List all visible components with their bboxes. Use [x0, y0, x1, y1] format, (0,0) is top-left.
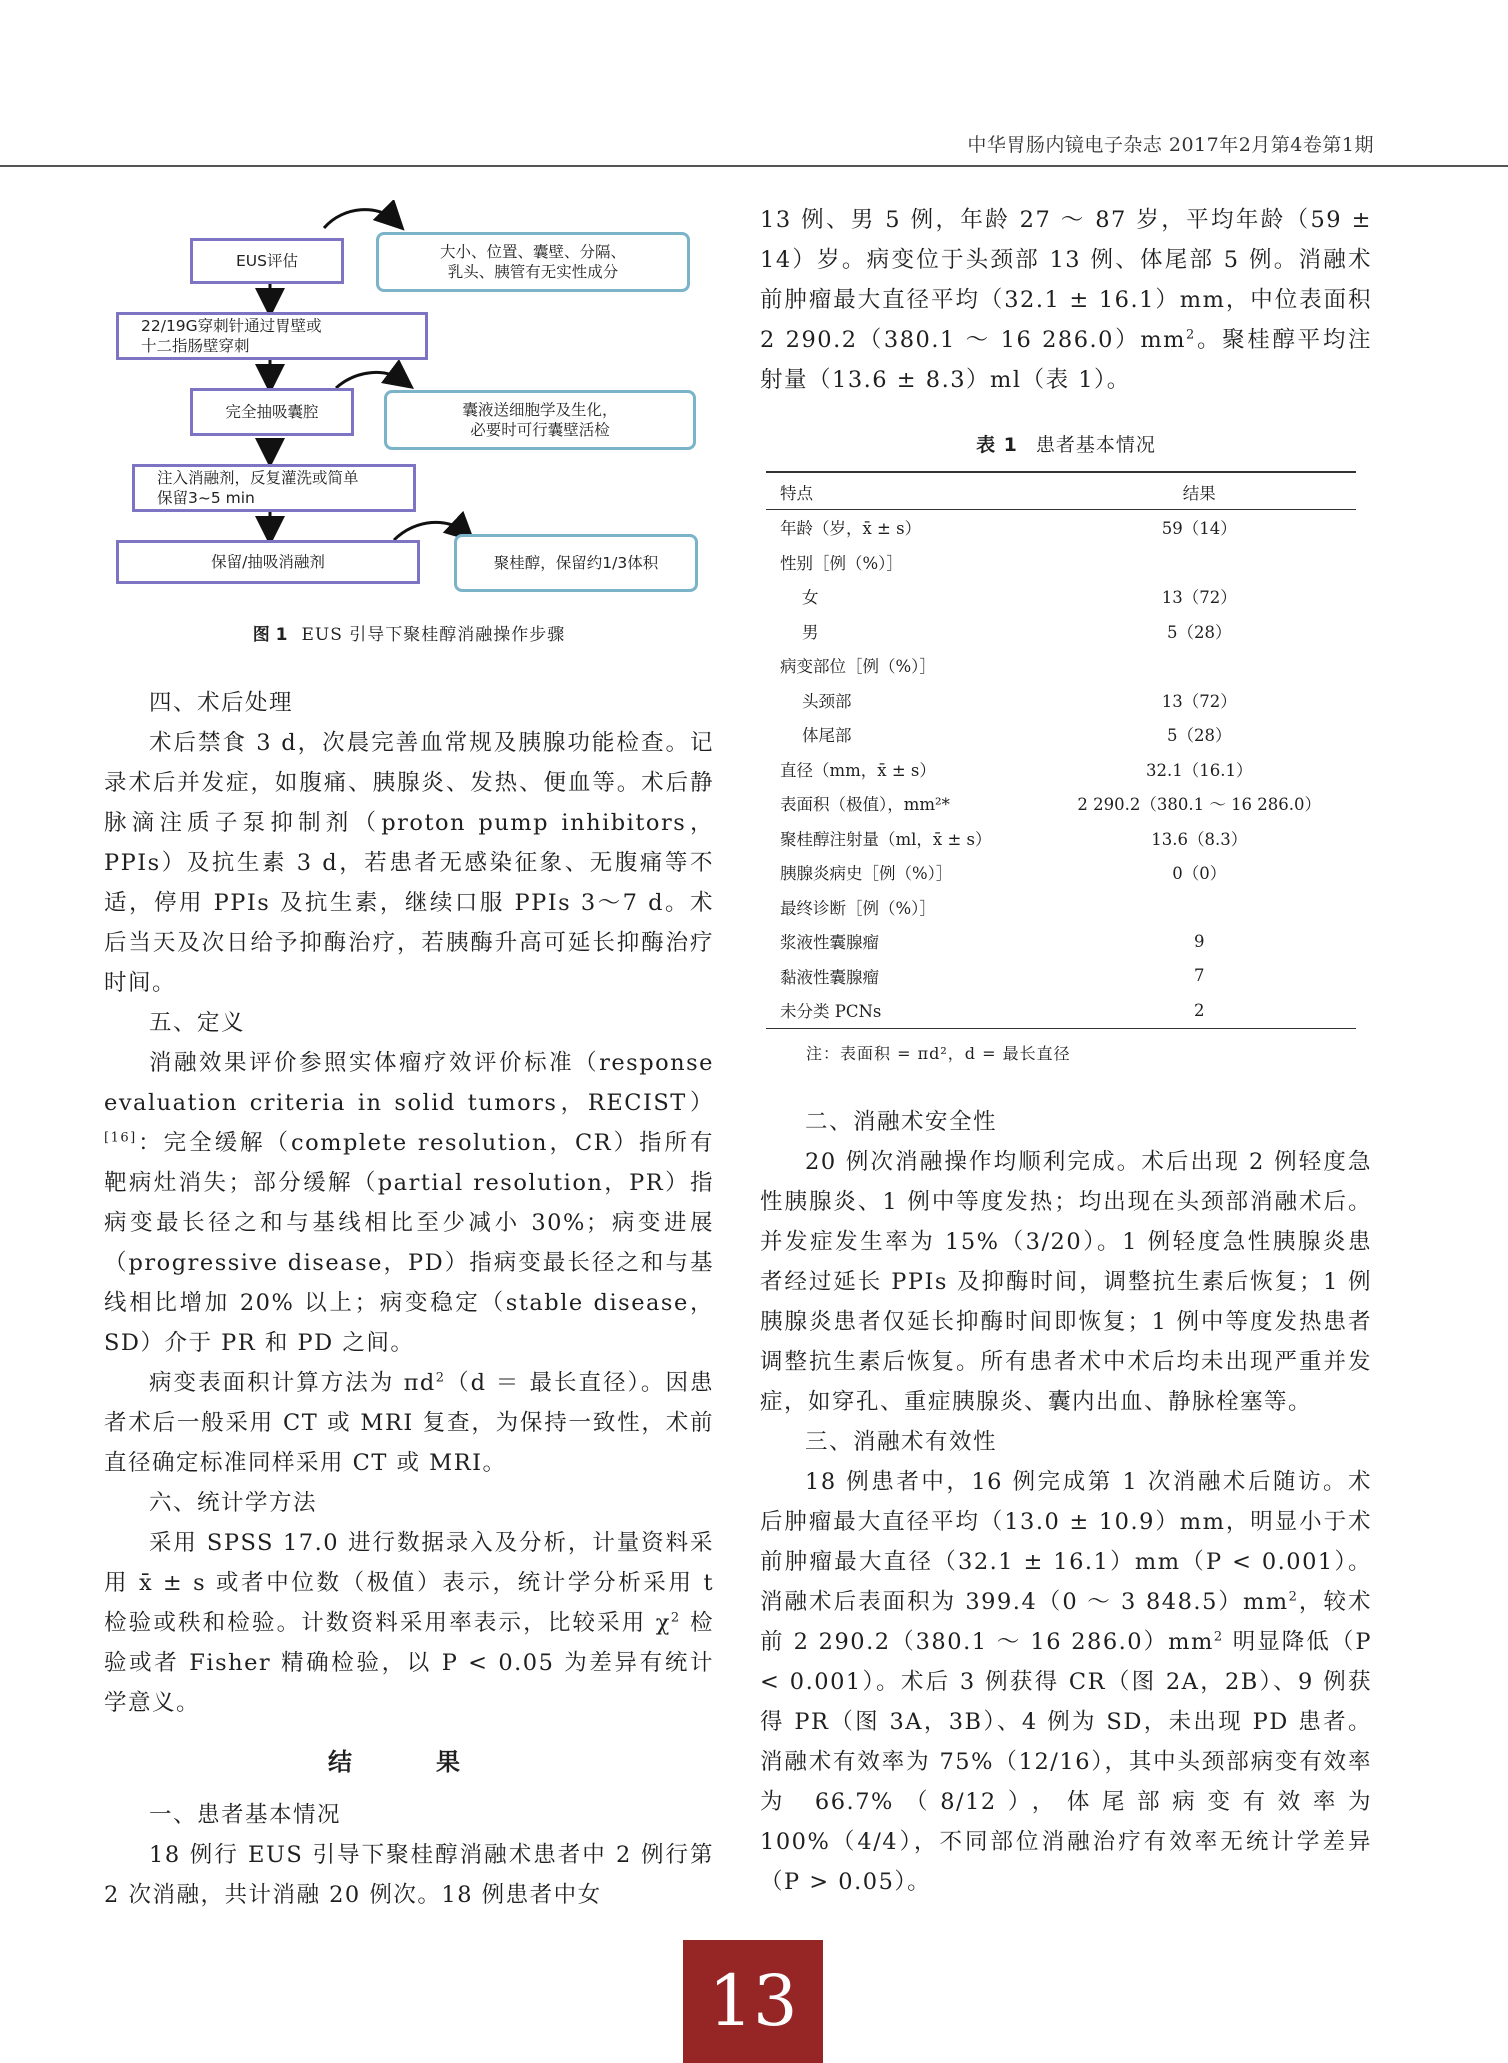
flow-step-aspirate: 完全抽吸囊腔 [190, 388, 354, 436]
table-cell-result: 13（72） [1161, 691, 1237, 711]
table-row [766, 545, 1356, 580]
table-cell-feature: 未分类 PCNs [766, 993, 1042, 1028]
figure-caption [104, 620, 714, 645]
table-row [766, 717, 1356, 752]
section-title-definition: 五、定义 [149, 1010, 246, 1036]
flow-step-puncture: 22/19G穿刺针通过胃壁或 十二指肠壁穿刺 [116, 312, 428, 360]
table-note: 注：表面积 = πd²，d = 最长直径 [806, 1043, 1071, 1063]
citation-ref: [16] [104, 1130, 137, 1146]
table-cell-result: 7 [1193, 966, 1205, 986]
table-cell-feature: 头颈部 [802, 691, 852, 711]
figure-label: 图 1 [252, 625, 288, 645]
figure-title: EUS 引导下聚桂醇消融操作步骤 [301, 625, 566, 645]
superscript: 2 [1288, 1589, 1299, 1604]
table-cell-feature: 女 [802, 588, 819, 608]
text-run: ，较术前 2 290.2（380.1 ～ 16 286.0）mm [760, 1588, 1372, 1655]
superscript: 2 [435, 1370, 446, 1386]
text-run: ：完全缓解（complete resolution，CR）指所有靶病灶消失；部分缓解（partial resolution，PR）指病变最长径之和与基线相比至少减小 30%；病变进展（progressive disease，PD）指病变最长径之和与基线相比增加 20% 以上；病变稳定（stable disease，SD）介于 PR 和 PD 之间。 [104, 1130, 714, 1356]
paragraph-surface-area [104, 1363, 714, 1483]
flow-step-eus-assessment: EUS评估 [190, 238, 344, 284]
table-cell-result: 2 290.2（380.1 ～ 16 286.0） [1077, 795, 1322, 815]
table-row [766, 648, 1356, 683]
table-row [766, 786, 1356, 821]
text-run: 采用 SPSS 17.0 进行数据录入及分析，计量资料采用 x̄ ± s 或者中位数（极值）表示，统计学分析采用 t 检验或秩和检验。计数资料采用率表示，比较采用 χ [104, 1530, 714, 1636]
table-cell-result: 5（28） [1166, 622, 1232, 642]
text-run: 消融效果评价参照实体瘤疗效评价标准（response evaluation criteria in solid tumors，RECIST） [104, 1050, 714, 1116]
section-title-postop: 四、术后处理 [149, 690, 294, 716]
flow-step-retain: 保留/抽吸消融剂 [116, 540, 420, 584]
paragraph-recist [104, 1043, 714, 1363]
table-cell-result [1042, 545, 1356, 580]
table-cell-feature: 年龄（岁，x̄ ± s） [780, 519, 922, 539]
table-cell-result: 59（14） [1161, 519, 1237, 539]
table-cell-result: 2 [1042, 993, 1356, 1028]
table-row [766, 890, 1356, 925]
table-row [766, 855, 1356, 890]
section-title-safety: 二、消融术安全性 [805, 1108, 998, 1135]
page-number-badge: 13 [683, 1940, 823, 2063]
text-run: 。聚桂醇平均注射量（13.6 ± 8.3）ml（表 1）。 [760, 327, 1372, 393]
paragraph-postop: 术后禁食 3 d，次晨完善血常规及胰腺功能检查。记录术后并发症，如腹痛、胰腺炎、发热、便血等。术后静脉滴注质子泵抑制剂（proton pump inhibitors，PPIs）及抗生素 3 d，若患者无感染征象、无腹痛等不适，停用 PPIs 及抗生素，继续口服 PPIs 3～7 d。术后当天及次日给予抑酶治疗，若胰酶升高可延长抑酶治疗时间。 [104, 730, 714, 996]
paragraph-baseline-cont [760, 200, 1372, 400]
curved-arrow-2 [336, 372, 402, 388]
text-run: 病变表面积计算方法为 πd [149, 1370, 436, 1396]
section-title-efficacy: 三、消融术有效性 [805, 1428, 998, 1455]
superscript: 2 [1186, 327, 1196, 343]
table-cell-result: 9 [1193, 931, 1205, 951]
table-cell-result: 13.6（8.3） [1151, 829, 1248, 849]
table-header-row [766, 472, 1356, 510]
flow-note-cyst-fluid: 囊液送细胞学及生化， 必要时可行囊壁活检 [384, 390, 696, 450]
text-run: 18 例患者中，16 例完成第 1 次消融术后随访。术后肿瘤最大直径平均（13.0 ± 10.9）mm，明显小于术前肿瘤最大直径（32.1 ± 16.1）mm（P < 0.001）。消融术后表面积为 399.4（0 ～ 3 848.5）mm [760, 1468, 1372, 1615]
paragraph-efficacy [760, 1462, 1372, 1902]
left-column [104, 200, 714, 1915]
curved-arrow-3 [394, 522, 464, 540]
table-cell-result: 32.1（16.1） [1145, 760, 1253, 780]
table-title: 患者基本情况 [1035, 434, 1156, 456]
table-row [766, 752, 1356, 787]
text-run: 13 例、男 5 例，年龄 27 ～ 87 岁，平均年龄（59 ± 14）岁。病变位于头颈部 13 例、体尾部 5 例。消融术前肿瘤最大直径平均（32.1 ± 16.1）mm，中位表面积 2 290.2（380.1 ～ 16 286.0）mm [760, 207, 1372, 353]
table-cell-result: 5（28） [1166, 726, 1232, 746]
table-row [766, 993, 1356, 1028]
patient-characteristics-table [766, 471, 1356, 1029]
section-title-statistics: 六、统计学方法 [149, 1490, 318, 1516]
paragraph-baseline: 18 例行 EUS 引导下聚桂醇消融术患者中 2 例行第 2 次消融，共计消融 20 例次。18 例患者中女 [104, 1842, 714, 1908]
table-cell-feature: 黏液性囊腺瘤 [780, 967, 879, 987]
table-caption [760, 430, 1372, 457]
table-cell-result [1042, 890, 1356, 925]
text-run: 明显降低（P < 0.001）。术后 3 例获得 CR（图 2A，2B）、9 例获得 PR（图 3A，3B）、4 例为 SD，未出现 PD 患者。消融术有效率为 75%（12/16），其中头颈部病变有效率为 66.7%（8/12），体尾部病变有效率为 100%（4/4），不同部位消融治疗有效率无统计学差异（P > 0.05）。 [760, 1628, 1372, 1895]
table-row [766, 959, 1356, 994]
results-heading: 结 果 [328, 1748, 490, 1776]
flow-note-polidocanol: 聚桂醇，保留约1/3体积 [454, 534, 698, 592]
running-head: 中华胃肠内镜电子杂志 2017年2月第4卷第1期 [967, 134, 1374, 156]
table-cell-feature: 胰腺炎病史［例（%）］ [780, 864, 953, 884]
flow-step-inject: 注入消融剂，反复灌洗或简单 保留3~5 min [132, 464, 416, 512]
paragraph-statistics [104, 1523, 714, 1723]
column-header-feature: 特点 [766, 472, 1042, 510]
table-cell-feature: 表面积（极值），mm²* [780, 795, 950, 815]
table-row [766, 510, 1356, 545]
table-row [766, 579, 1356, 614]
flow-note-assessment-items: 大小、位置、囊壁、分隔、 乳头、胰管有无实性成分 [376, 232, 690, 292]
paragraph-safety: 20 例次消融操作均顺利完成。术后出现 2 例轻度急性胰腺炎、1 例中等度发热；均出现在头颈部消融术后。并发症发生率为 15%（3/20）。1 例轻度急性胰腺炎患者经过延长 PPIs 及抑酶时间，调整抗生素后恢复；1 例胰腺炎患者仅延长抑酶时间即恢复；1 例中等度发热患者调整抗生素后恢复。所有患者术中术后均未出现严重并发症，如穿孔、重症胰腺炎、囊内出血、静脉栓塞等。 [760, 1148, 1372, 1415]
table-row [766, 683, 1356, 718]
table-cell-feature: 直径（mm，x̄ ± s） [780, 760, 936, 780]
table-row [766, 924, 1356, 959]
right-column [760, 200, 1372, 1902]
section-title-baseline: 一、患者基本情况 [149, 1802, 342, 1828]
superscript: 2 [670, 1610, 681, 1626]
header-rule [0, 165, 1508, 167]
text-run: （d ＝ 最长直径）。因患者术后一般采用 CT 或 MRI 复查，为保持一致性，术前直径确定标准同样采用 CT 或 MRI。 [104, 1370, 714, 1476]
table-cell-feature: 男 [802, 622, 819, 642]
column-header-result: 结果 [1042, 472, 1356, 510]
table-cell-feature: 病变部位［例（%）］ [780, 657, 936, 677]
table-label: 表 1 [976, 434, 1018, 456]
superscript: 2 [1213, 1629, 1224, 1644]
table-cell-result [1042, 648, 1356, 683]
table-row [766, 821, 1356, 856]
table-cell-feature: 最终诊断［例（%）］ [780, 898, 936, 918]
curved-arrow-1 [324, 210, 394, 228]
table-body [766, 510, 1356, 1029]
table-cell-result: 13（72） [1161, 588, 1237, 608]
table-cell-feature: 性别［例（%）］ [780, 553, 903, 573]
table-cell-feature: 聚桂醇注射量（ml，x̄ ± s） [780, 829, 992, 849]
table-cell-feature: 浆液性囊腺瘤 [780, 933, 879, 953]
table-cell-feature: 体尾部 [802, 726, 852, 746]
table-cell-result: 0（0） [1172, 864, 1227, 884]
table-row [766, 614, 1356, 649]
flowchart-figure [104, 200, 714, 610]
text-run: 检验或者 Fisher 精确检验，以 P < 0.05 为差异有统计学意义。 [104, 1610, 714, 1716]
